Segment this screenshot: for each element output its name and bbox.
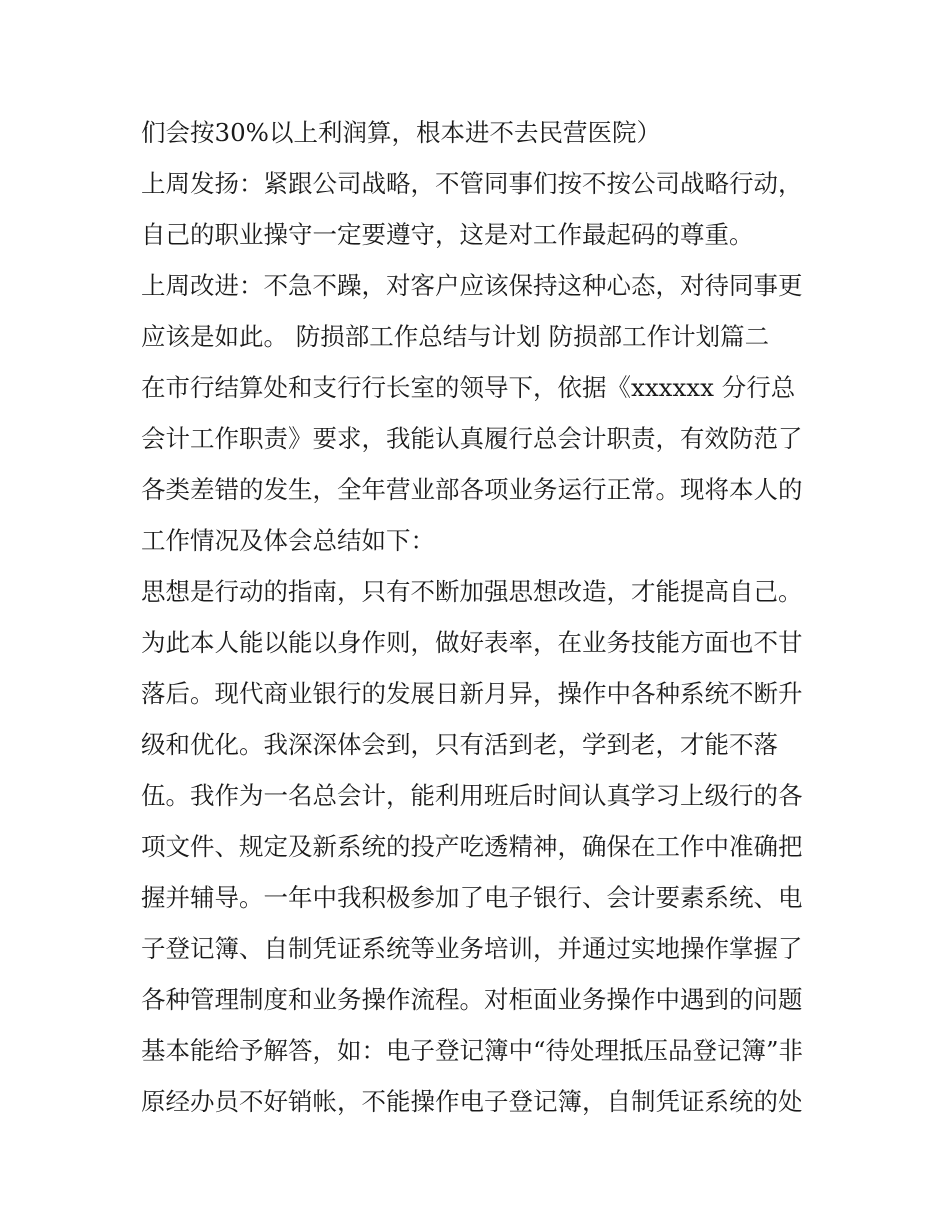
text-line: 工作情况及体会总结如下： <box>141 526 435 555</box>
text-line: 握并辅导。一年中我积极参加了电子银行、会计要素系统、电 <box>141 883 803 912</box>
text-line: 子登记簿、自制凭证系统等业务培训，并通过实地操作掌握了 <box>141 934 803 963</box>
text-line: 各种管理制度和业务操作流程。对柜面业务操作中遇到的问题 <box>141 985 803 1014</box>
text-line: 们会按30%以上利润算，根本进不去民营医院） <box>141 118 661 147</box>
text-line: 落后。现代商业银行的发展日新月异，操作中各种系统不断升 <box>141 679 803 708</box>
text-line: 自己的职业操守一定要遵守，这是对工作最起码的尊重。 <box>141 220 754 249</box>
text-line: 项文件、规定及新系统的投产吃透精神，确保在工作中准确把 <box>141 832 803 861</box>
text-line: 为此本人能以能以身作则，做好表率，在业务技能方面也不甘 <box>141 628 803 657</box>
text-line: 伍。我作为一名总会计，能利用班后时间认真学习上级行的各 <box>141 781 803 810</box>
body-text <box>141 107 821 1127</box>
text-line: 上周发扬：紧跟公司战略，不管同事们按不按公司战略行动， <box>141 169 803 198</box>
text-line: 应该是如此。 防损部工作总结与计划 防损部工作计划篇二 <box>141 322 770 351</box>
text-line: 会计工作职责》要求，我能认真履行总会计职责，有效防范了 <box>141 424 803 453</box>
text-line: 上周改进：不急不躁，对客户应该保持这种心态，对待同事更 <box>141 271 803 300</box>
text-line: 级和优化。我深深体会到，只有活到老，学到老，才能不落 <box>141 730 778 759</box>
text-line: 基本能给予解答，如：电子登记簿中“待处理抵压品登记簿”非 <box>141 1036 804 1065</box>
text-line: 原经办员不好销帐，不能操作电子登记簿，自制凭证系统的处 <box>141 1087 803 1116</box>
text-line: 各类差错的发生，全年营业部各项业务运行正常。现将本人的 <box>141 475 803 504</box>
text-line: 在市行结算处和支行行长室的领导下，依据《xxxxxx 分行总 <box>141 373 796 402</box>
text-line: 思想是行动的指南，只有不断加强思想改造，才能提高自己。 <box>141 577 803 606</box>
